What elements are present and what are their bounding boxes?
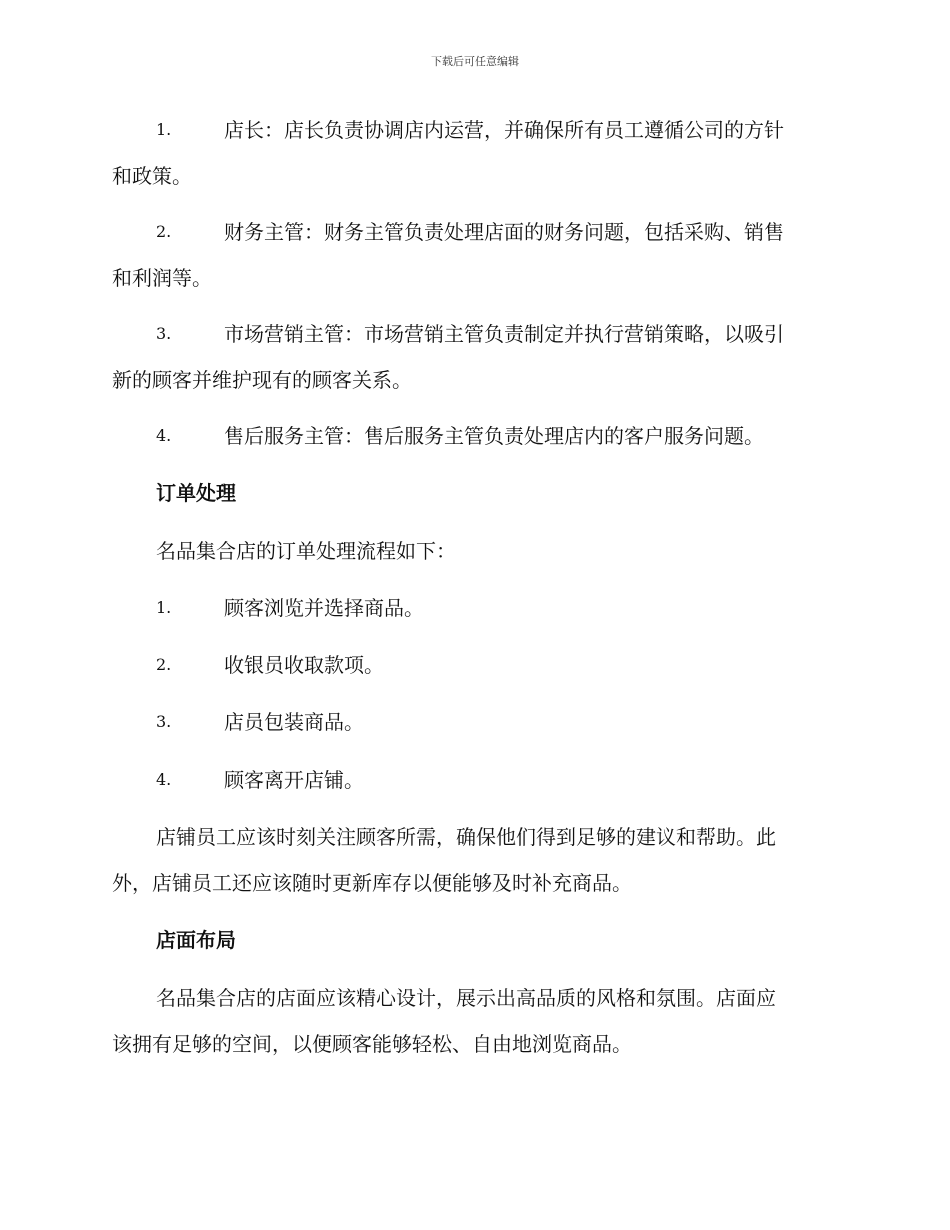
layout-paragraph-text: 名品集合店的店面应该精心设计，展示出高品质的风格和氛围。店面应 (156, 986, 776, 1010)
role-item-3 (112, 311, 832, 403)
role-text: 财务主管：财务主管负责处理店面的财务问题，包括采购、销售 (224, 220, 784, 244)
list-number: 3. (156, 712, 172, 731)
list-number: 3. (156, 324, 172, 343)
page-header: 下载后可任意编辑 (431, 55, 519, 68)
step-text: 顾客离开店铺。 (224, 768, 364, 792)
role-item-2 (112, 209, 832, 301)
role-text-continued: 新的顾客并维护现有的顾客关系。 (112, 368, 412, 392)
list-number: 4. (156, 426, 172, 445)
role-text: 市场营销主管：市场营销主管负责制定并执行营销策略，以吸引 (224, 322, 784, 346)
list-number: 1. (156, 598, 172, 617)
step-text: 收银员收取款项。 (224, 653, 384, 677)
layout-paragraph-text-continued: 该拥有足够的空间，以便顾客能够轻松、自由地浏览商品。 (112, 1032, 632, 1056)
layout-paragraph (112, 975, 832, 1067)
list-number: 2. (156, 655, 172, 674)
order-note-text: 店铺员工应该时刻关注顾客所需，确保他们得到足够的建议和帮助。此 (156, 825, 776, 849)
order-note-text-continued: 外，店铺员工还应该随时更新库存以便能够及时补充商品。 (112, 871, 632, 895)
list-number: 2. (156, 222, 172, 241)
step-text: 顾客浏览并选择商品。 (224, 596, 424, 620)
order-step-1 (112, 585, 832, 631)
order-intro-text: 名品集合店的订单处理流程如下： (156, 539, 456, 563)
role-text: 售后服务主管：售后服务主管负责处理店内的客户服务问题。 (224, 424, 764, 448)
order-step-3 (112, 699, 832, 745)
order-step-4 (112, 757, 832, 803)
section-heading-order: 订单处理 (156, 481, 236, 505)
role-text-continued: 和利润等。 (112, 266, 212, 290)
section-heading-layout: 店面布局 (156, 928, 236, 952)
order-note (112, 814, 832, 906)
role-item-4 (112, 413, 832, 459)
list-number: 1. (156, 120, 172, 139)
order-step-2 (112, 642, 832, 688)
role-text: 店长：店长负责协调店内运营，并确保所有员工遵循公司的方针 (224, 118, 784, 142)
step-text: 店员包装商品。 (224, 710, 364, 734)
order-intro (112, 528, 832, 574)
list-number: 4. (156, 770, 172, 789)
role-text-continued: 和政策。 (112, 164, 192, 188)
role-item-1 (112, 107, 832, 199)
